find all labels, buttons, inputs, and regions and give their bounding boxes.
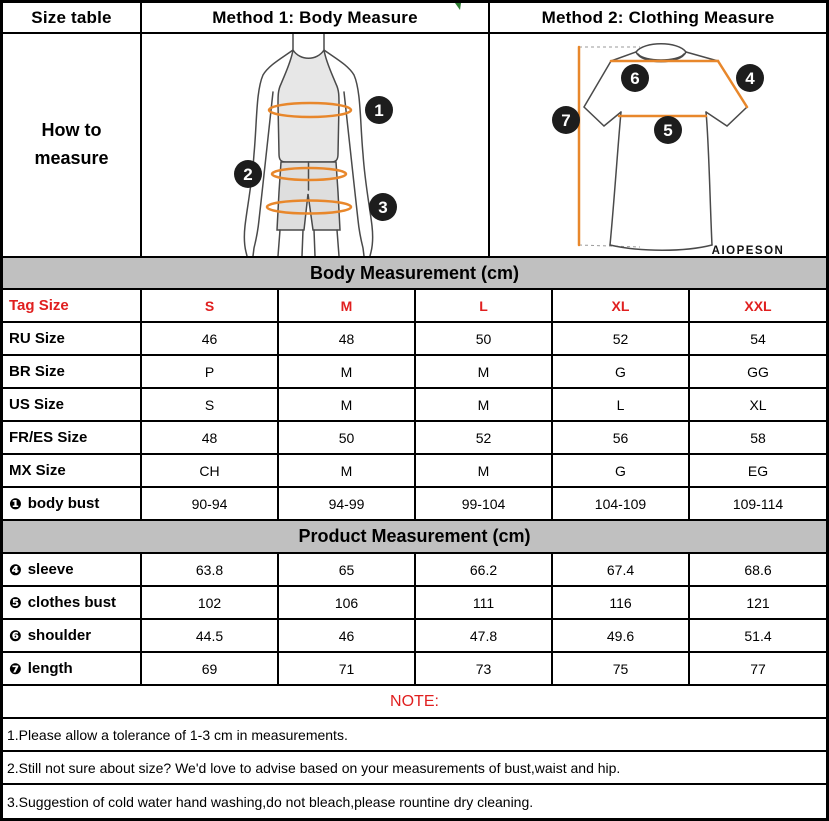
- marker-number: 3: [378, 198, 388, 217]
- circled-7-icon: ❼: [9, 659, 22, 678]
- cell-value: 121: [690, 587, 826, 620]
- row-br-size-label: BR Size: [3, 356, 142, 389]
- cell-value: 106: [279, 587, 416, 620]
- clothing-measure-illustration: [490, 34, 826, 258]
- cell-value: 67.4: [553, 554, 690, 587]
- comment-marker-triangle: [455, 3, 461, 10]
- cell-value: 54: [690, 323, 826, 356]
- note-item-2: 2.Still not sure about size? We'd love to advise based on your measurements of bust,waist and hip.: [3, 752, 826, 785]
- body-measure-illustration: [142, 34, 490, 258]
- cell-value: 104-109: [553, 488, 690, 521]
- cell-value: 69: [142, 653, 279, 686]
- row-tag-size-label: Tag Size: [3, 290, 142, 323]
- row-label-text: sleeve: [27, 561, 74, 578]
- body-marker-hip: [369, 193, 397, 221]
- marker-number: 5: [663, 121, 673, 140]
- row-label-text: length: [27, 660, 73, 677]
- cell-value: 52: [553, 323, 690, 356]
- size-col-l: L: [416, 290, 553, 323]
- cell-value: M: [279, 356, 416, 389]
- size-col-xl: XL: [553, 290, 690, 323]
- body-tank-top: [278, 50, 339, 162]
- tshirt-right-side: [706, 112, 712, 245]
- table-row-clothes-bust: [3, 587, 826, 620]
- cell-value: 58: [690, 422, 826, 455]
- product-measurement-band-row: [3, 521, 826, 554]
- cell-value: 63.8: [142, 554, 279, 587]
- row-label-text: clothes bust: [27, 594, 117, 611]
- clothing-marker-shoulder: [621, 64, 649, 92]
- table-row-br-size: [3, 356, 826, 389]
- top-header-row: [3, 3, 826, 34]
- cell-value: M: [279, 455, 416, 488]
- tshirt-figure-svg: [490, 34, 826, 256]
- tshirt-hem: [610, 245, 712, 250]
- circled-5-icon: ❺: [9, 593, 22, 612]
- body-measurement-title: Body Measurement (cm): [3, 258, 826, 290]
- cell-value: 48: [142, 422, 279, 455]
- cell-value: M: [416, 356, 553, 389]
- cell-value: 102: [142, 587, 279, 620]
- clothing-marker-bust: [654, 116, 682, 144]
- row-length-label: [3, 653, 142, 686]
- cell-value: 44.5: [142, 620, 279, 653]
- body-marker-bust: [365, 96, 393, 124]
- cell-value: 68.6: [690, 554, 826, 587]
- brand-text: AIOPESON: [711, 245, 785, 256]
- tshirt-left-side: [610, 112, 621, 245]
- size-col-m: M: [279, 290, 416, 323]
- cell-value: 99-104: [416, 488, 553, 521]
- table-row-shoulder: [3, 620, 826, 653]
- table-row-ru-size: [3, 323, 826, 356]
- tshirt-left-sleeve: [584, 61, 621, 126]
- table-row-fres-size: [3, 422, 826, 455]
- body-figure-svg: [142, 34, 488, 256]
- row-clothes-bust-label: [3, 587, 142, 620]
- method1-header-label: Method 1: Body Measure: [212, 7, 418, 27]
- cell-value: XL: [690, 389, 826, 422]
- cell-value: 47.8: [416, 620, 553, 653]
- cell-value: 50: [279, 422, 416, 455]
- cell-value: 77: [690, 653, 826, 686]
- table-row-mx-size: [3, 455, 826, 488]
- cell-value: 49.6: [553, 620, 690, 653]
- note-row-1: [3, 719, 826, 752]
- cell-value: S: [142, 389, 279, 422]
- row-label-text: shoulder: [27, 627, 92, 644]
- marker-number: 6: [630, 69, 640, 88]
- row-mx-size-label: MX Size: [3, 455, 142, 488]
- table-row-length: [3, 653, 826, 686]
- method2-header: Method 2: Clothing Measure: [490, 3, 826, 34]
- cell-value: 109-114: [690, 488, 826, 521]
- size-table-header: Size table: [3, 3, 142, 34]
- note-title: NOTE:: [3, 686, 826, 719]
- tshirt-collar-top: [636, 44, 686, 52]
- size-col-s: S: [142, 290, 279, 323]
- note-item-1: 1.Please allow a tolerance of 1-3 cm in measurements.: [3, 719, 826, 752]
- note-row-3: [3, 785, 826, 818]
- tag-size-row: [3, 290, 826, 323]
- cell-value: CH: [142, 455, 279, 488]
- body-right-leg-inner: [314, 230, 315, 256]
- cell-value: 66.2: [416, 554, 553, 587]
- cell-value: G: [553, 455, 690, 488]
- clothing-marker-length: [552, 106, 580, 134]
- cell-value: 46: [142, 323, 279, 356]
- method1-header: [142, 3, 490, 34]
- cell-value: M: [279, 389, 416, 422]
- table-row-body-bust: [3, 488, 826, 521]
- cell-value: P: [142, 356, 279, 389]
- illustration-row: [3, 34, 826, 258]
- size-col-xxl: XXL: [690, 290, 826, 323]
- cell-value: L: [553, 389, 690, 422]
- marker-number: 7: [561, 111, 571, 130]
- circled-4-icon: ❹: [9, 560, 22, 579]
- body-left-leg-inner: [302, 230, 303, 256]
- body-measurement-band-row: [3, 258, 826, 290]
- note-title-row: [3, 686, 826, 719]
- row-sleeve-label: [3, 554, 142, 587]
- clothing-marker-sleeve: [736, 64, 764, 92]
- cell-value: M: [416, 389, 553, 422]
- note-item-3: 3.Suggestion of cold water hand washing,do not bleach,please rountine dry cleaning.: [7, 793, 534, 810]
- cell-value: 73: [416, 653, 553, 686]
- how-to-measure-label: How to measure: [3, 34, 142, 258]
- body-marker-waist: [234, 160, 262, 188]
- cell-value: 94-99: [279, 488, 416, 521]
- cell-value: GG: [690, 356, 826, 389]
- cell-value: 50: [416, 323, 553, 356]
- tshirt-right-shoulder-seam: [686, 52, 718, 61]
- tshirt-left-shoulder-seam: [611, 52, 636, 61]
- marker-number: 2: [243, 165, 253, 184]
- cell-value: M: [416, 455, 553, 488]
- row-fres-size-label: FR/ES Size: [3, 422, 142, 455]
- cell-value: 65: [279, 554, 416, 587]
- table-row-sleeve: [3, 554, 826, 587]
- product-measurement-title: Product Measurement (cm): [3, 521, 826, 554]
- row-us-size-label: US Size: [3, 389, 142, 422]
- circled-6-icon: ❻: [9, 626, 22, 645]
- circled-1-icon: ❶: [9, 494, 22, 513]
- cell-value: 116: [553, 587, 690, 620]
- marker-number: 4: [745, 69, 755, 88]
- row-body-bust-label: [3, 488, 142, 521]
- cell-value: G: [553, 356, 690, 389]
- row-label-text: body bust: [27, 495, 100, 512]
- cell-value: 51.4: [690, 620, 826, 653]
- body-left-leg-outer: [278, 230, 280, 256]
- cell-value: 52: [416, 422, 553, 455]
- row-ru-size-label: RU Size: [3, 323, 142, 356]
- cell-value: 46: [279, 620, 416, 653]
- cell-value: 111: [416, 587, 553, 620]
- cell-value: 90-94: [142, 488, 279, 521]
- cell-value: 71: [279, 653, 416, 686]
- cell-value: EG: [690, 455, 826, 488]
- cell-value: 56: [553, 422, 690, 455]
- row-shoulder-label: [3, 620, 142, 653]
- marker-number: 1: [374, 101, 384, 120]
- note-row-2: [3, 752, 826, 785]
- table-row-us-size: [3, 389, 826, 422]
- cell-value: 75: [553, 653, 690, 686]
- body-right-leg-outer: [337, 230, 339, 256]
- cell-value: 48: [279, 323, 416, 356]
